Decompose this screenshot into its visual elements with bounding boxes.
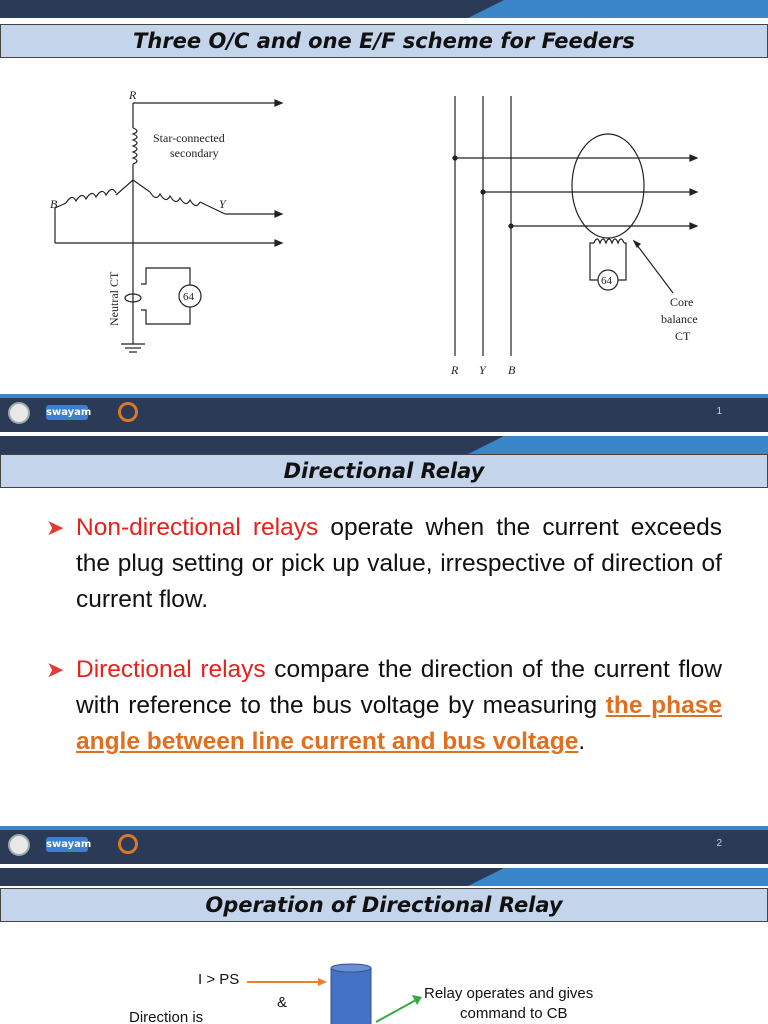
slide-title: Operation of Directional Relay (205, 893, 563, 917)
relay-64-right: 64 (601, 275, 612, 287)
nptel-logo-icon (118, 402, 138, 422)
balance-label: balance (661, 312, 698, 326)
ct-label: CT (675, 329, 691, 343)
slide-top-bar (0, 436, 768, 454)
bullet-highlight: Directional relays (76, 656, 266, 683)
slide-top-bar (0, 0, 768, 18)
slide-footer (0, 826, 768, 864)
core-label: Core (670, 295, 694, 309)
bullet-text: compare the direction of the current flow with reference to the bus voltage by measuring (76, 656, 722, 719)
bullet-emphasis: the phase angle between line current and bus voltage (76, 692, 722, 755)
arrow-bullet-icon: ➤ (46, 515, 65, 540)
institute-logo-icon (8, 402, 30, 424)
slide-title-bar (0, 888, 768, 922)
directional-relay-operation-diagram (0, 922, 768, 1024)
label-r-bottom: R (451, 363, 459, 377)
output-label-line2: command to CB (460, 1005, 568, 1022)
label-y-left: Y (219, 197, 226, 211)
slide-title-bar (0, 454, 768, 488)
bullet-highlight: Non-directional relays (76, 514, 319, 541)
label-r-left: R (129, 88, 137, 102)
bullet-directional (46, 652, 722, 760)
nptel-logo-icon (118, 834, 138, 854)
relay-cylinder (331, 964, 371, 1024)
bullet-text: operate when the current exceeds the plug setting or pick up value, irrespective of direction of current flow. (76, 514, 723, 613)
secondary-label: secondary (170, 146, 219, 160)
slide-3 (0, 868, 768, 1024)
page-number: 1 (716, 406, 722, 417)
output-label-line1: Relay operates and gives (424, 985, 594, 1002)
swayam-logo: swayam (46, 839, 92, 850)
bullet-non-directional (46, 510, 722, 618)
neutral-ct-label: Neutral CT (107, 271, 121, 326)
swayam-logo: swayam (46, 407, 92, 418)
bullet-end: . (578, 728, 586, 755)
slide-1 (0, 0, 768, 432)
slide-title: Three O/C and one E/F scheme for Feeders (133, 29, 635, 53)
label-b-left: B (50, 197, 58, 211)
slide-title: Directional Relay (283, 459, 485, 483)
relay-64-left: 64 (183, 291, 194, 303)
bullet-list (46, 510, 722, 794)
input-i-ps-label: I > PS (198, 971, 240, 988)
star-connected-label: Star-connected (153, 131, 225, 145)
label-b-bottom: B (508, 363, 516, 377)
slide-2 (0, 436, 768, 864)
institute-logo-icon (8, 834, 30, 856)
arrow-bullet-icon: ➤ (46, 657, 65, 682)
direction-label: Direction is (129, 1009, 204, 1024)
slide-footer (0, 394, 768, 432)
slide-top-bar (0, 868, 768, 886)
slide-title-bar (0, 24, 768, 58)
label-y-bottom: Y (479, 363, 486, 377)
page-number: 2 (716, 838, 722, 849)
and-label: & (277, 994, 288, 1011)
three-oc-one-ef-diagram (0, 58, 768, 398)
